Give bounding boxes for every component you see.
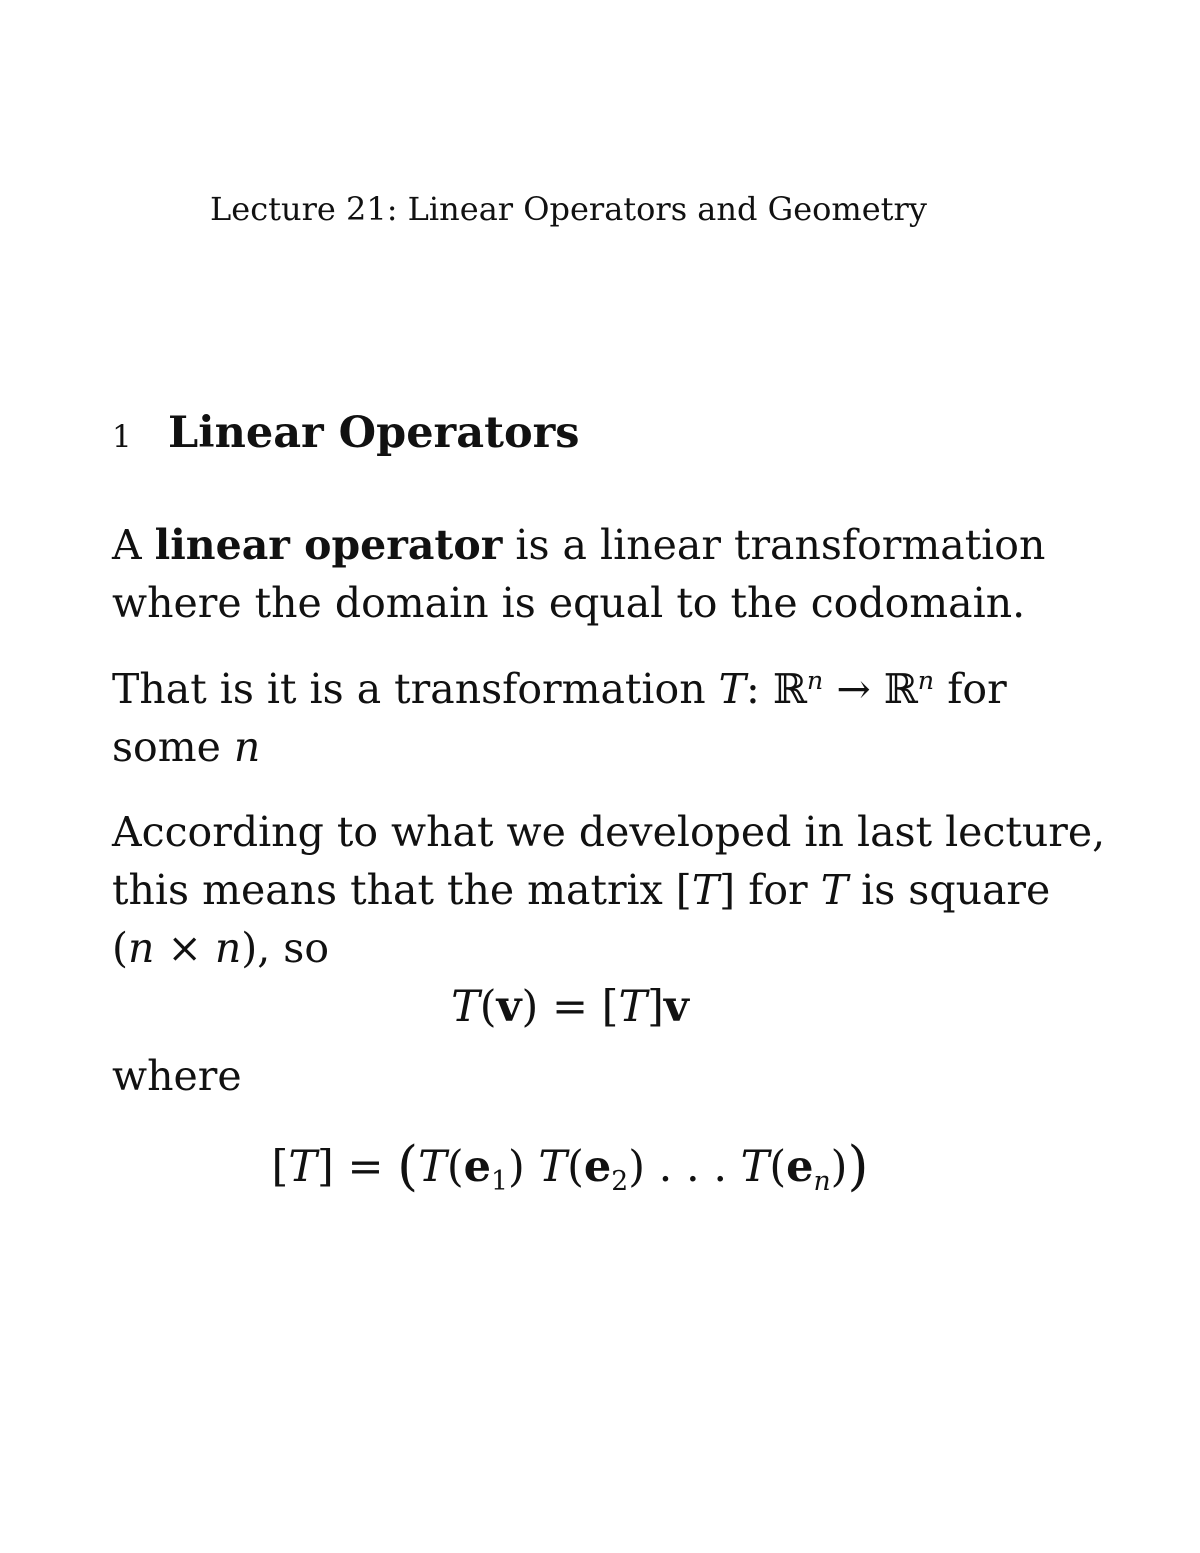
eq2-col2-e: e (583, 1141, 612, 1192)
definition-rest: is a linear transformation (502, 521, 1046, 569)
some-text: some (112, 723, 234, 771)
matrix-line-3 (112, 919, 1032, 977)
eq2-col2-open: ( (567, 1141, 584, 1192)
dim-n-1: n (128, 924, 155, 972)
matrix-T-1: T (691, 866, 720, 914)
dim-open: ( (112, 924, 128, 972)
definition-line-2: where the domain is equal to the codomain. (112, 579, 1026, 627)
codomain-exponent: n (917, 665, 935, 696)
transformation-line-2 (112, 718, 1032, 776)
eq2-big-open: ( (397, 1134, 419, 1197)
matrix-T-2: T (820, 866, 849, 914)
dim-n-2: n (214, 924, 242, 972)
eq1-v-2: v (663, 982, 689, 1032)
lecture-title: Lecture 21: Linear Operators and Geometry (210, 190, 927, 228)
matrix-line-1: According to what we developed in last lecture, (112, 808, 1106, 856)
dim-close: ), so (241, 924, 330, 972)
eq2-coln-T: T (740, 1141, 770, 1192)
eq2-lhs-close: ] = (317, 1141, 398, 1192)
section-title: Linear Operators (168, 408, 580, 458)
eq2-big-close: ) (847, 1134, 869, 1197)
eq2-lhs-T: T (288, 1141, 318, 1192)
eq1-lparen: ( (479, 982, 497, 1032)
transformation-paragraph (112, 660, 1032, 776)
section-heading (112, 408, 579, 458)
eq2-col1-e: e (463, 1141, 491, 1192)
defined-term: linear operator (154, 521, 503, 569)
matrix-text-c: is square (848, 866, 1051, 914)
eq1-T: T (451, 982, 480, 1032)
eq1-T-matrix: T (618, 982, 648, 1032)
eq2-col2-sub: 2 (611, 1166, 629, 1198)
eq2-col1-sub: 1 (490, 1166, 508, 1198)
eq1-v: v (496, 982, 522, 1032)
definition-line-1 (112, 516, 1046, 574)
section-number: 1 (112, 419, 132, 455)
eq2-coln-sub: n (813, 1166, 831, 1198)
eq2-col1-T: T (418, 1141, 447, 1192)
domain-exponent: n (806, 665, 824, 696)
eq2-dots: . . . (658, 1141, 741, 1192)
eq2-coln-open: ( (769, 1141, 787, 1192)
map-symbol: T (718, 665, 746, 713)
definition-paragraph (112, 516, 1046, 632)
eq2-lhs-open: [ (271, 1141, 289, 1192)
eq1-mid: ) = [ (521, 982, 619, 1032)
definition-prefix: A (112, 521, 155, 569)
codomain-space: → ℝ (823, 665, 918, 713)
eq1-rbracket: ] (647, 982, 664, 1032)
var-n: n (233, 723, 261, 771)
matrix-paragraph (112, 803, 1106, 977)
matrix-text-b: ] for (719, 866, 821, 914)
transformation-text: That is it is a transformation (112, 665, 719, 713)
eq2-coln-close: ) (830, 1141, 848, 1192)
where-label: where (112, 1052, 242, 1100)
eq2-col2-close: ) (628, 1141, 659, 1192)
equation-transform (0, 982, 1140, 1032)
eq2-col2-T: T (538, 1141, 568, 1192)
matrix-text-a: this means that the matrix [ (112, 866, 692, 914)
matrix-line-2 (112, 861, 1051, 919)
eq2-coln-e: e (786, 1141, 814, 1192)
transformation-line-1 (112, 660, 1032, 718)
eq2-col1-open: ( (446, 1141, 464, 1192)
eq2-col1-close: ) (507, 1141, 539, 1192)
transformation-suffix: for (934, 665, 1007, 713)
dim-times: × (154, 924, 215, 972)
domain-space: : ℝ (746, 665, 807, 713)
equation-matrix-columns (0, 1134, 1140, 1197)
